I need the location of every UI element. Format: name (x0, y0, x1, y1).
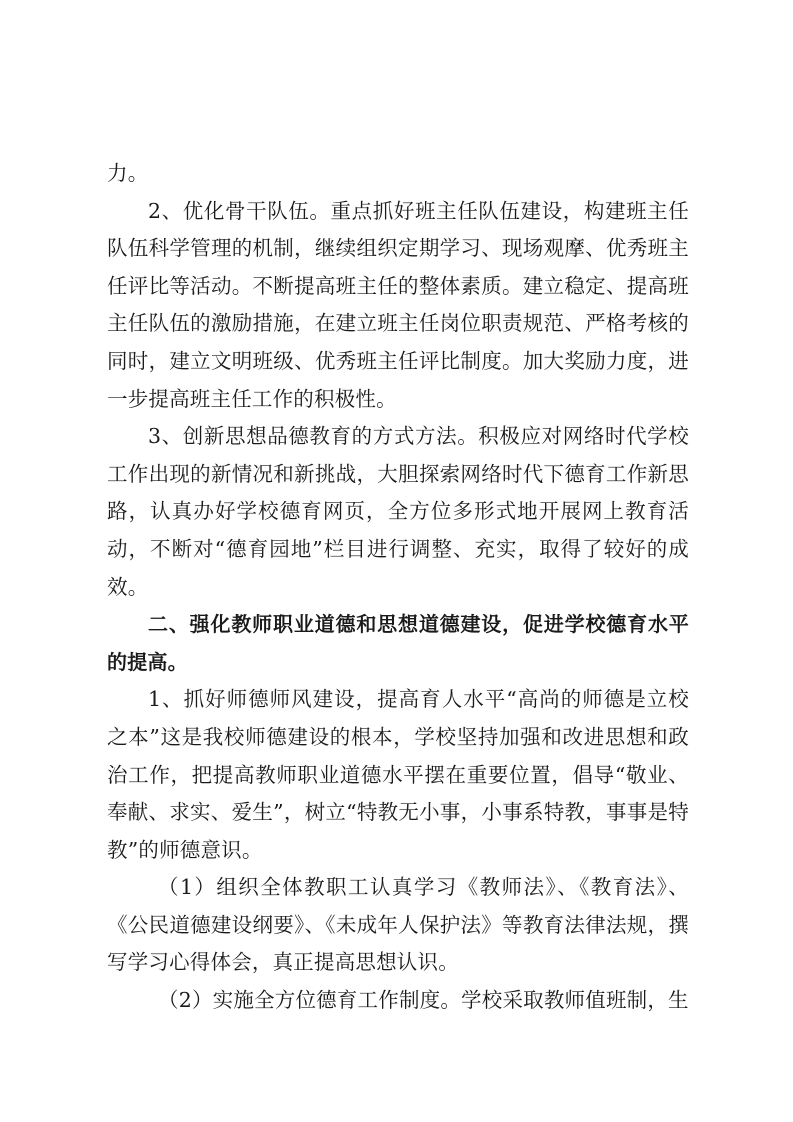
document-body (107, 155, 689, 1020)
section-heading-teacher-ethics: 二、强化教师职业道德和思想道德建设，促进学校德育水平的提高。 (107, 612, 689, 674)
paragraph-duty-system: （2）实施全方位德育工作制度。学校采取教师值班制，生 (158, 988, 689, 1013)
paragraph-optimize-backbone-team: 2、优化骨干队伍。重点抓好班主任队伍建设，构建班主任队伍科学管理的机制，继续组织定期学习、现场观摩、优秀班主任评比等活动。不断提高班主任的整体素质。建立稳定、提高班主任队伍的激励措施，在建立班主任岗位职责规范、严格考核的同时，建立文明班级、优秀班主任评比制度。加大奖励力度，进一步提高班主任工作的积极性。 (107, 198, 689, 411)
paragraph-law-study: （1）组织全体教职工认真学习《教师法》、《教育法》、《公民道德建设纲要》、《未成年人保护法》等教育法律法规，撰写学习心得体会，真正提高思想认识。 (107, 875, 689, 975)
paragraph-continuation: 力。 (107, 161, 149, 185)
paragraph-innovate-moral-education: 3、创新思想品德教育的方式方法。积极应对网络时代学校工作出现的新情况和新挑战，大胆探索网络时代下德育工作新思路，认真办好学校德育网页，全方位多形式地开展网上教育活动，不断对“德育园地”栏目进行调整、充实，取得了较好的成效。 (107, 424, 689, 599)
paragraph-teacher-ethics-building: 1、抓好师德师风建设，提高育人水平“高尚的师德是立校之本”这是我校师德建设的根本，学校坚持加强和改进思想和政治工作，把提高教师职业道德水平摆在重要位置，倡导“敬业、奉献、求实、爱生”，树立“特教无小事，小事系特教，事事是特教”的师德意识。 (107, 687, 689, 862)
